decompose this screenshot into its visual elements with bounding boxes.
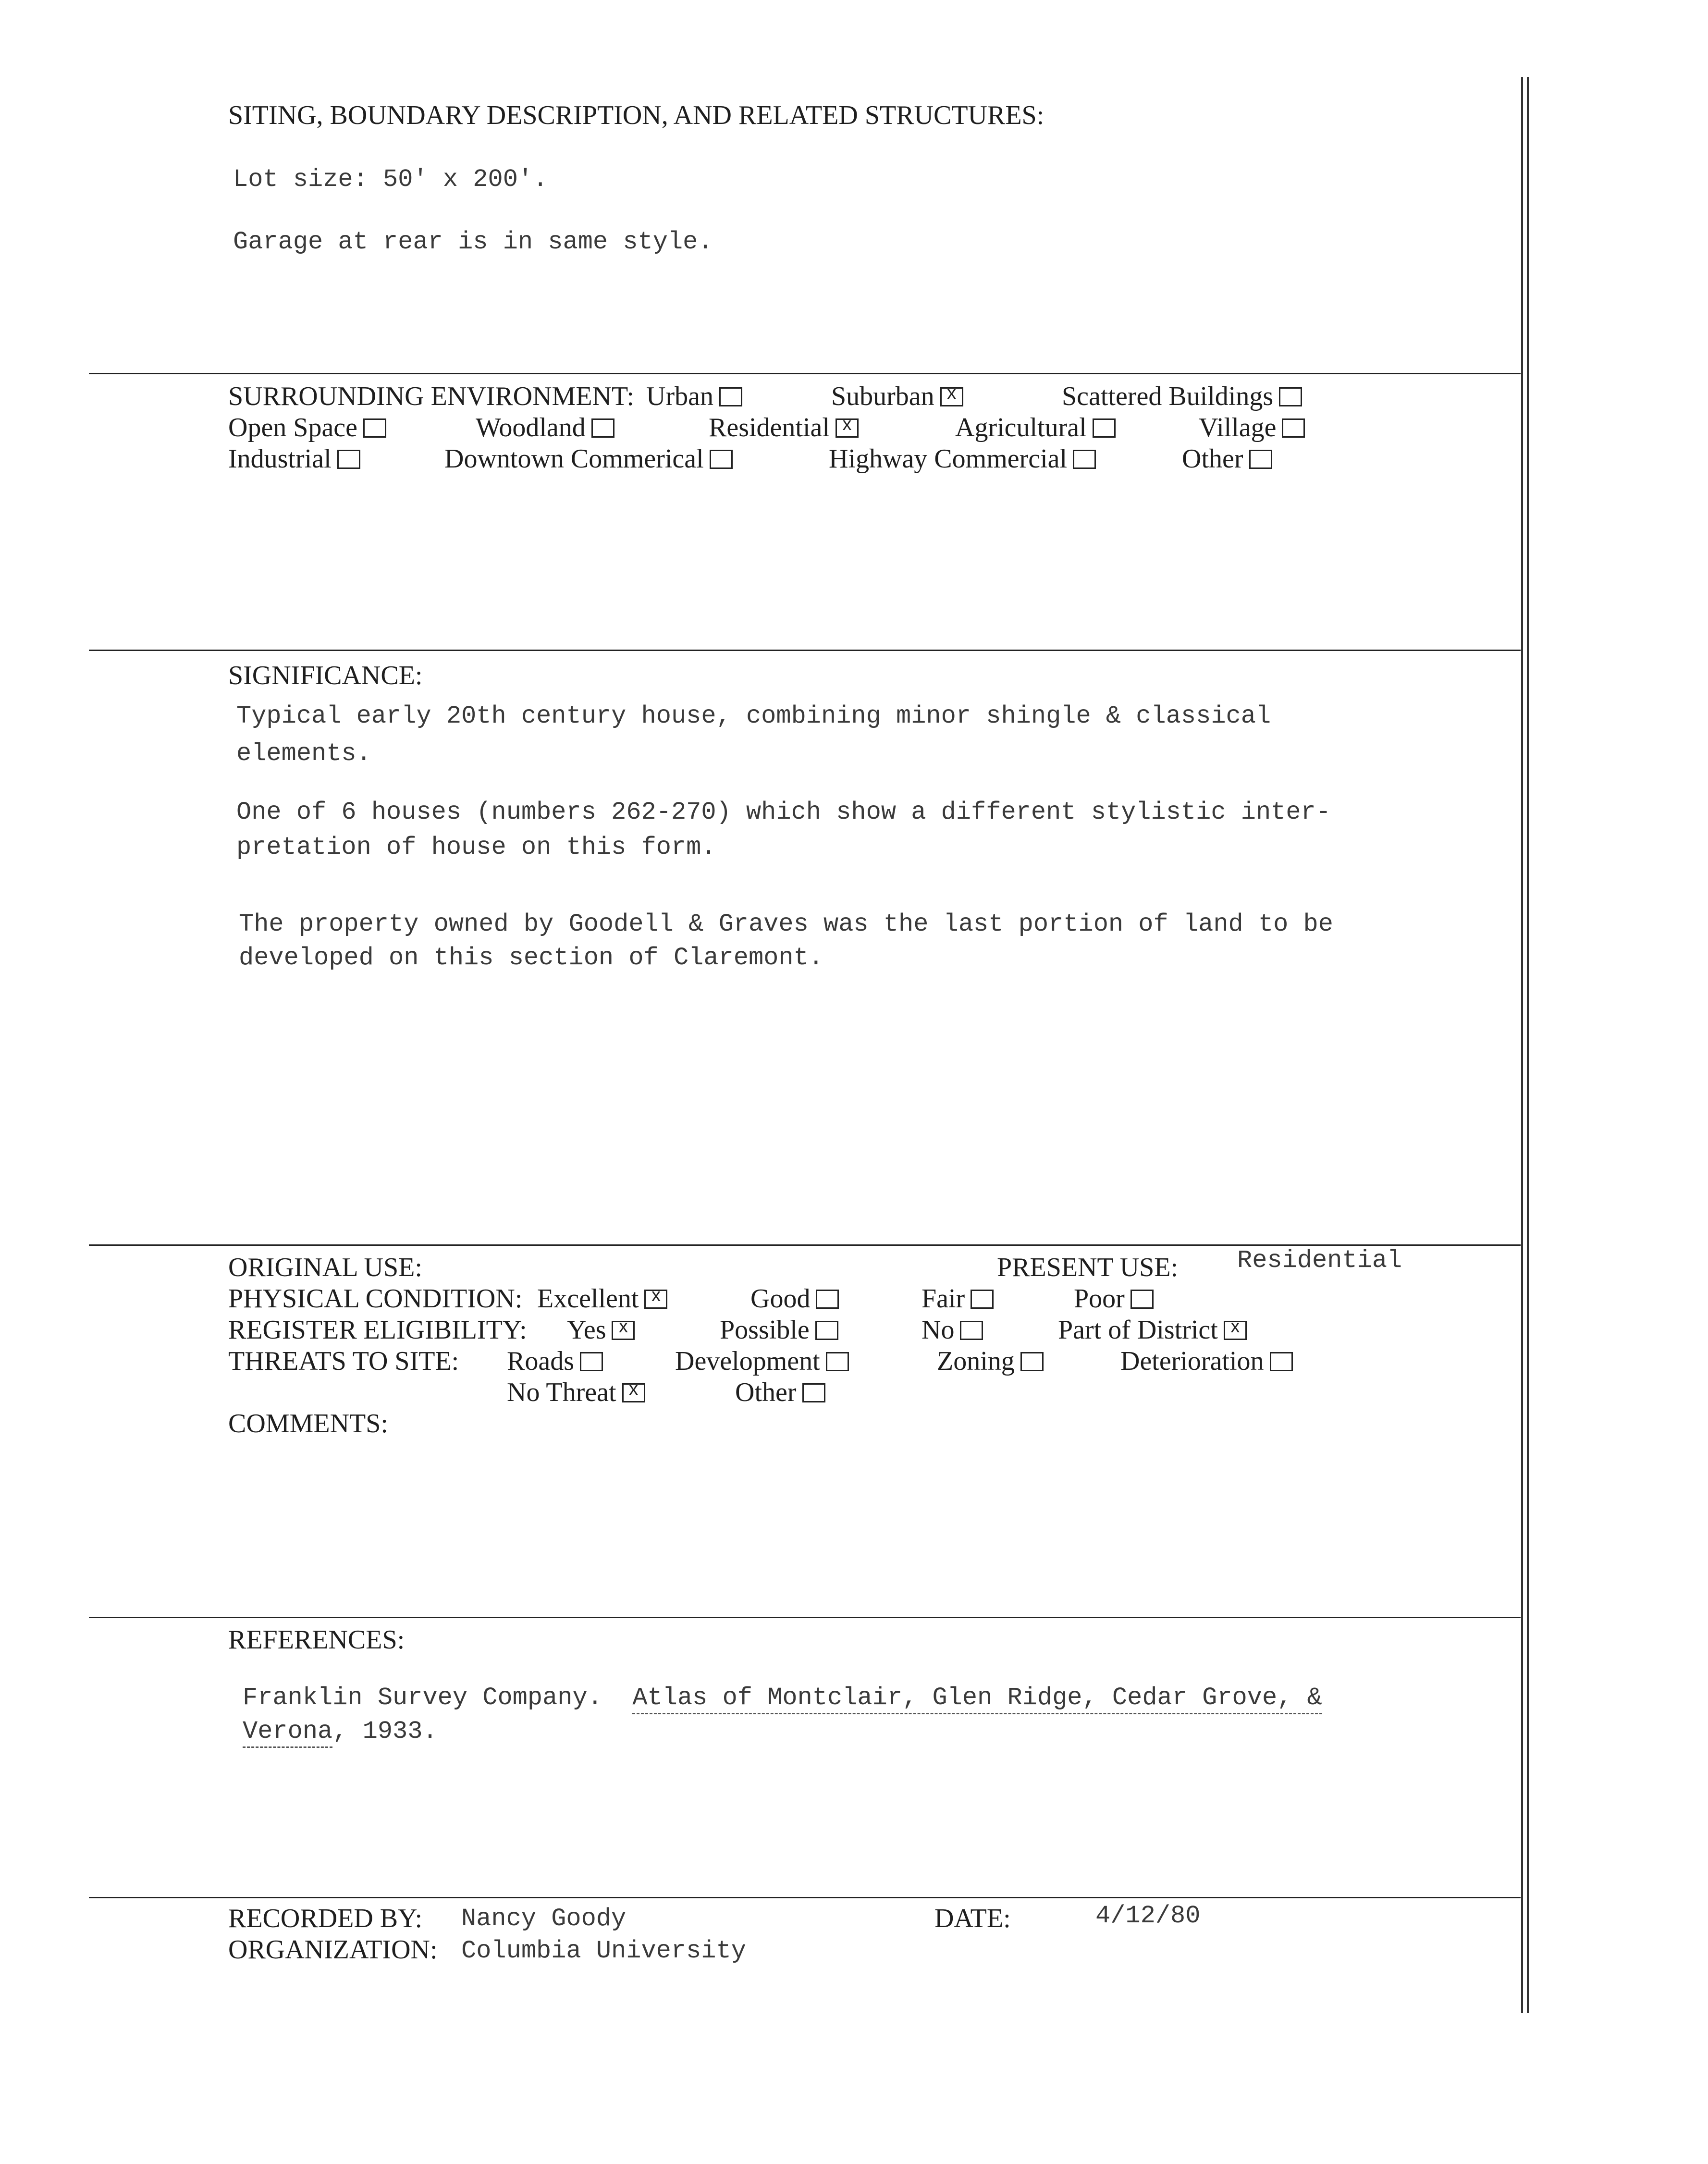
env-option-urban[interactable] (646, 383, 742, 410)
threat-other[interactable] (735, 1379, 825, 1406)
register-checkbox-part-of-district[interactable] (1224, 1316, 1247, 1340)
register-part-of-district[interactable] (1058, 1316, 1247, 1343)
register-checkbox-possible[interactable] (815, 1321, 838, 1340)
section-divider-1 (89, 373, 1521, 374)
threat-zoning[interactable] (937, 1348, 1044, 1375)
condition-excellent[interactable] (537, 1285, 667, 1312)
threat-option-label: Roads (507, 1346, 574, 1376)
references-heading: REFERENCES: (228, 1625, 405, 1655)
threat-checkbox-deterioration[interactable] (1270, 1352, 1293, 1371)
env-option-suburban[interactable] (831, 383, 963, 410)
env-option-downtown-commercial[interactable] (444, 445, 733, 472)
env-option-label: Village (1199, 413, 1277, 443)
register-yes[interactable] (567, 1316, 635, 1343)
original-use-label: ORIGINAL USE: (228, 1253, 422, 1282)
check-mark: x (618, 1316, 628, 1337)
threat-option-label: No Threat (507, 1377, 616, 1407)
reference-line2 (243, 1719, 438, 1744)
significance-para3-line2: developed on this section of Claremont. (239, 944, 823, 972)
threat-checkbox-other[interactable] (802, 1383, 825, 1402)
date-value: 4/12/80 (1095, 1902, 1201, 1930)
env-option-village[interactable] (1199, 414, 1305, 441)
reference-title: Atlas of Montclair, Glen Ridge, Cedar Grove, & (632, 1684, 1322, 1714)
condition-option-label: Fair (922, 1284, 965, 1314)
check-mark: x (1230, 1316, 1240, 1337)
env-option-label: Industrial (228, 444, 332, 474)
threat-option-label: Zoning (937, 1346, 1015, 1376)
present-use-value: Residential (1237, 1246, 1402, 1275)
reference-title-cont: Verona (243, 1717, 332, 1748)
register-checkbox-no[interactable] (960, 1321, 983, 1340)
threat-no-threat[interactable] (507, 1379, 645, 1406)
env-checkbox-downtown-commercial[interactable] (710, 450, 733, 469)
condition-fair[interactable] (922, 1285, 994, 1312)
env-option-scattered-buildings[interactable] (1062, 383, 1302, 410)
env-option-open-space[interactable] (228, 414, 386, 441)
register-option-label: Part of District (1058, 1315, 1218, 1345)
env-checkbox-agricultural[interactable] (1093, 418, 1116, 438)
threats-label: THREATS TO SITE: (228, 1346, 459, 1376)
env-option-highway-commercial[interactable] (829, 445, 1096, 472)
threat-option-label: Development (675, 1346, 820, 1376)
environment-heading: SURROUNDING ENVIRONMENT: (228, 381, 634, 411)
threat-checkbox-roads[interactable] (580, 1352, 603, 1371)
env-option-label: Urban (646, 381, 713, 411)
recorded-by-value: Nancy Goody (461, 1905, 627, 1933)
condition-poor[interactable] (1074, 1285, 1154, 1312)
register-no[interactable] (922, 1316, 983, 1343)
threat-development[interactable] (675, 1348, 849, 1375)
right-border-line-outer (1521, 77, 1523, 2013)
env-option-residential[interactable] (709, 414, 859, 441)
env-option-label: Scattered Buildings (1062, 381, 1274, 411)
threat-option-label: Other (735, 1377, 797, 1407)
register-option-label: Possible (720, 1315, 810, 1345)
comments-label: COMMENTS: (228, 1409, 388, 1439)
env-checkbox-other[interactable] (1249, 450, 1272, 469)
lot-size-text: Lot size: 50' x 200'. (233, 165, 548, 194)
env-option-label: Downtown Commerical (444, 444, 704, 474)
significance-para2-line1: One of 6 houses (numbers 262-270) which show a different stylistic inter- (236, 798, 1331, 826)
threat-deterioration[interactable] (1120, 1348, 1293, 1375)
check-mark: x (842, 414, 852, 434)
env-option-label: Other (1182, 444, 1243, 474)
env-option-label: Woodland (476, 413, 586, 443)
date-label: DATE: (934, 1904, 1011, 1933)
env-option-label: Open Space (228, 413, 358, 443)
check-mark: x (651, 1285, 661, 1305)
env-checkbox-scattered-buildings[interactable] (1279, 387, 1302, 406)
env-checkbox-highway-commercial[interactable] (1073, 450, 1096, 469)
register-option-label: No (922, 1315, 955, 1345)
present-use-label: PRESENT USE: (997, 1253, 1179, 1282)
significance-heading: SIGNIFICANCE: (228, 661, 423, 690)
organization-value: Columbia University (461, 1937, 746, 1965)
right-border-line-inner (1527, 77, 1529, 2013)
recorded-by-label: RECORDED BY: (228, 1904, 423, 1933)
env-checkbox-open-space[interactable] (363, 418, 386, 438)
env-option-label: Highway Commercial (829, 444, 1068, 474)
condition-checkbox-poor[interactable] (1130, 1290, 1154, 1309)
env-checkbox-residential[interactable] (836, 414, 859, 438)
env-option-industrial[interactable] (228, 445, 360, 472)
physical-condition-label: PHYSICAL CONDITION: (228, 1284, 523, 1314)
siting-heading: SITING, BOUNDARY DESCRIPTION, AND RELATED STRUCTURES: (228, 100, 1044, 130)
env-option-other[interactable] (1182, 445, 1272, 472)
register-option-label: Yes (567, 1315, 606, 1345)
section-divider-3 (89, 1244, 1521, 1246)
significance-para1-line2: elements. (236, 739, 371, 768)
check-mark: x (629, 1379, 639, 1399)
env-checkbox-industrial[interactable] (337, 450, 360, 469)
significance-para1-line1: Typical early 20th century house, combining minor shingle & classical (236, 702, 1271, 730)
threat-checkbox-zoning[interactable] (1020, 1352, 1044, 1371)
env-option-woodland[interactable] (476, 414, 614, 441)
register-checkbox-yes[interactable] (612, 1316, 635, 1340)
reference-year: , 1933. (332, 1717, 438, 1746)
significance-para3-line1: The property owned by Goodell & Graves was the last portion of land to be (239, 910, 1333, 938)
reference-line1 (243, 1685, 1322, 1710)
condition-checkbox-excellent[interactable] (644, 1285, 667, 1309)
env-option-label: Residential (709, 413, 830, 443)
significance-para2-line2: pretation of house on this form. (236, 833, 716, 861)
register-possible[interactable] (720, 1316, 838, 1343)
condition-checkbox-good[interactable] (816, 1290, 839, 1309)
env-checkbox-village[interactable] (1282, 418, 1305, 438)
check-mark: x (947, 383, 957, 403)
section-divider-4 (89, 1617, 1521, 1618)
env-checkbox-suburban[interactable] (940, 383, 963, 406)
threat-option-label: Deterioration (1120, 1346, 1264, 1376)
section-divider-2 (89, 650, 1521, 651)
garage-text: Garage at rear is in same style. (233, 228, 713, 256)
threat-checkbox-no-threat[interactable] (622, 1379, 645, 1402)
register-eligibility-label: REGISTER ELIGIBILITY: (228, 1315, 527, 1345)
condition-good[interactable] (750, 1285, 839, 1312)
reference-author: Franklin Survey Company. (243, 1684, 602, 1712)
condition-option-label: Good (750, 1284, 811, 1314)
threat-roads[interactable] (507, 1348, 603, 1375)
section-divider-5 (89, 1897, 1521, 1898)
env-checkbox-woodland[interactable] (591, 418, 614, 438)
env-option-label: Agricultural (955, 413, 1087, 443)
env-checkbox-urban[interactable] (719, 387, 742, 406)
condition-option-label: Excellent (537, 1284, 639, 1314)
organization-label: ORGANIZATION: (228, 1935, 438, 1965)
env-option-agricultural[interactable] (955, 414, 1116, 441)
env-option-label: Suburban (831, 381, 934, 411)
condition-checkbox-fair[interactable] (971, 1290, 994, 1309)
threat-checkbox-development[interactable] (826, 1352, 849, 1371)
condition-option-label: Poor (1074, 1284, 1125, 1314)
